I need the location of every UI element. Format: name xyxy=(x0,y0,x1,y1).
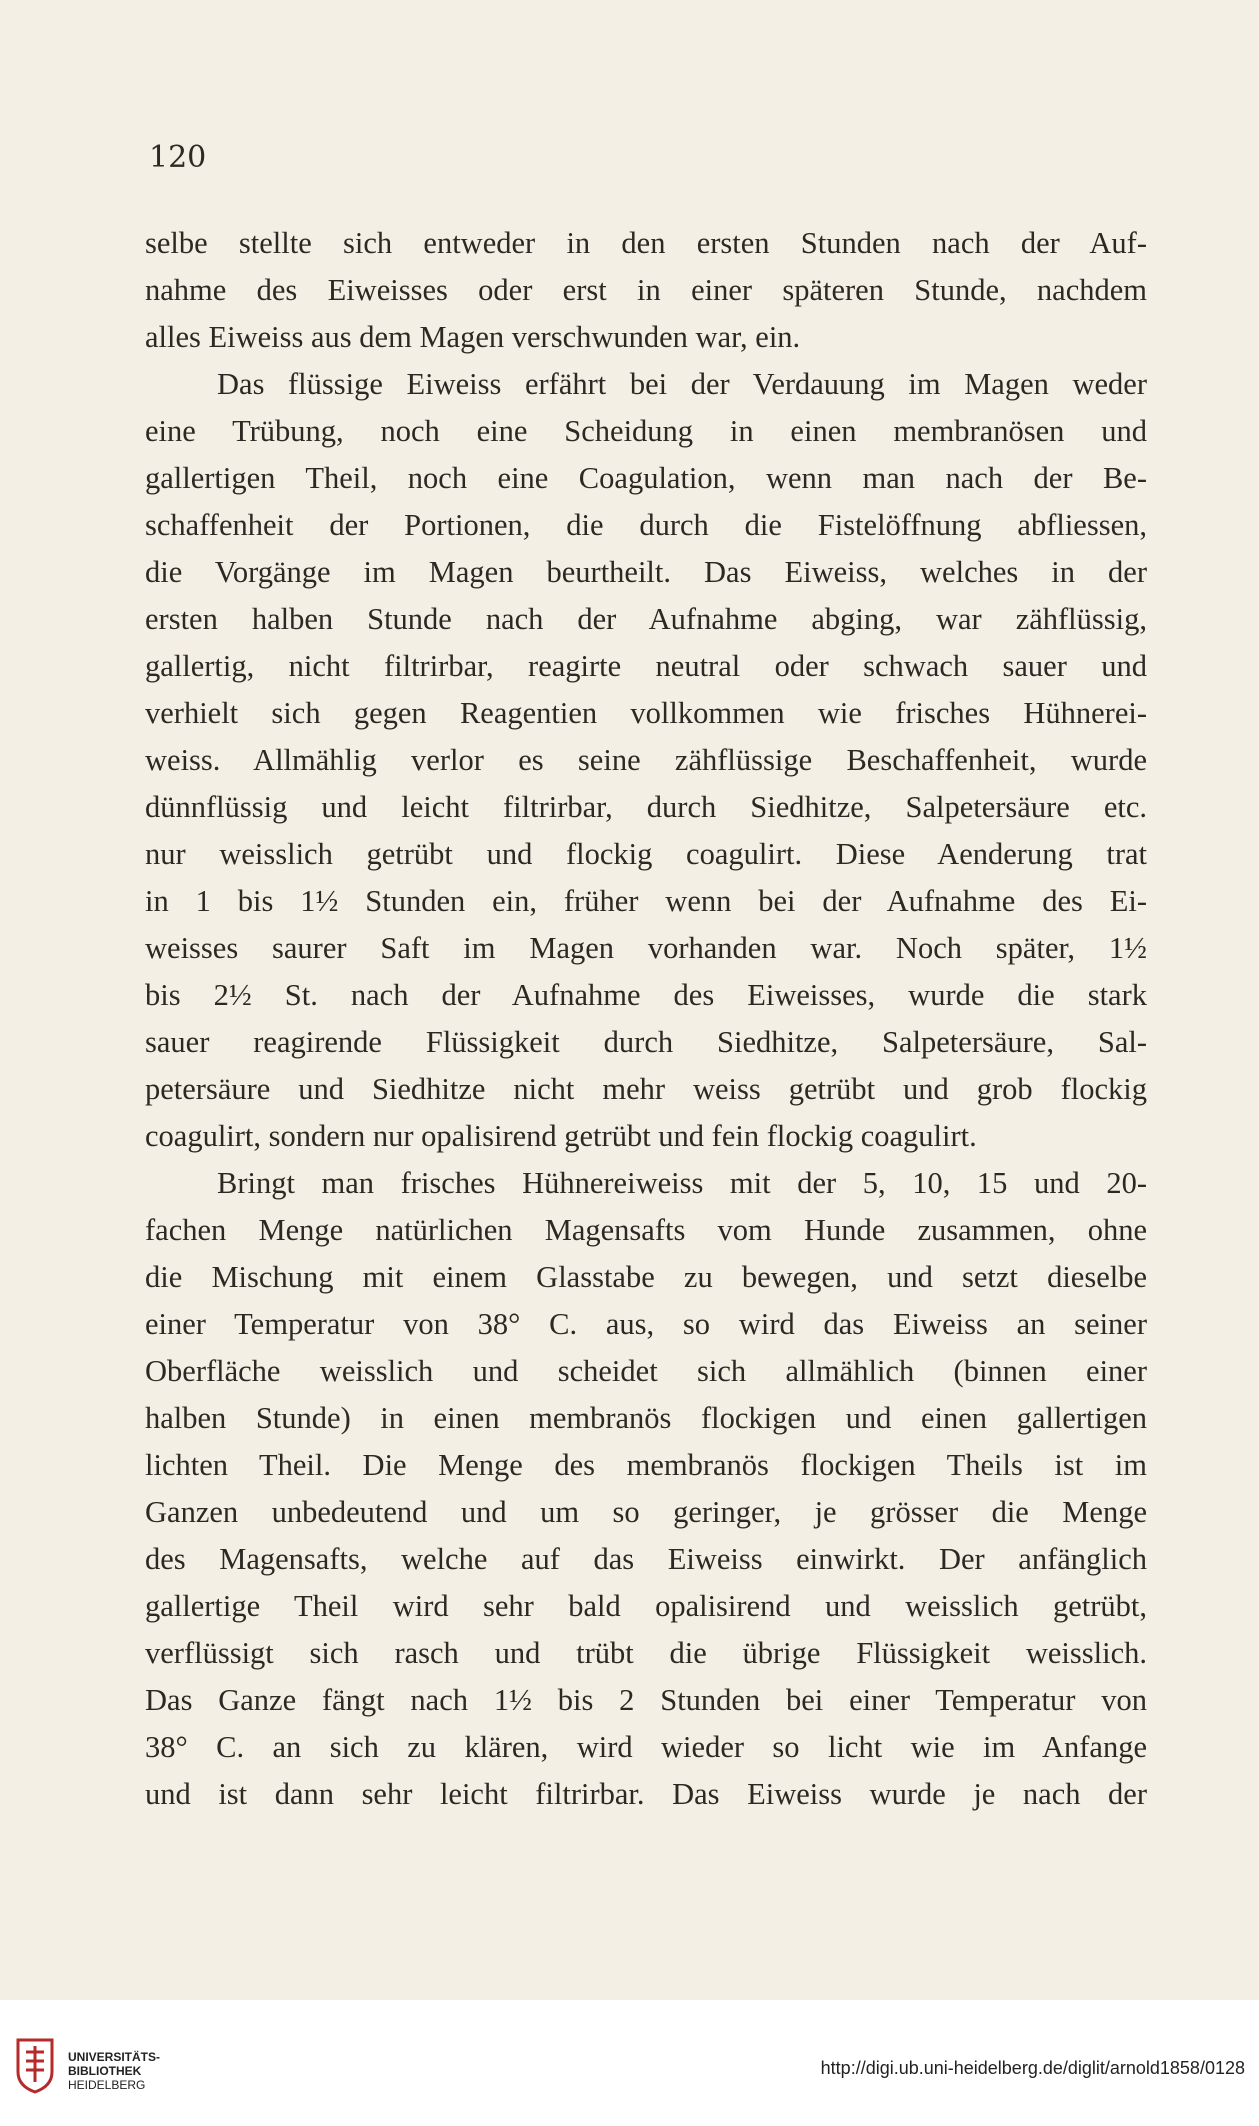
text-line: halben Stunde) in einen membranös flockigen und einen gallertigen xyxy=(145,1401,1147,1435)
text-line: Das Ganze fängt nach 1½ bis 2 Stunden bei einer Temperatur von xyxy=(145,1683,1147,1717)
digitization-footer xyxy=(0,2000,1259,2126)
text-line: fachen Menge natürlichen Magensafts vom Hunde zusammen, ohne xyxy=(145,1213,1147,1247)
text-line: nahme des Eiweisses oder erst in einer späteren Stunde, nachdem xyxy=(145,273,1147,307)
library-name-line: UNIVERSITÄTS- xyxy=(68,2050,161,2064)
source-url-link[interactable]: http://digi.ub.uni-heidelberg.de/diglit/arnold1858/0128 xyxy=(820,2058,1245,2078)
text-line: gallertig, nicht filtrirbar, reagirte neutral oder schwach sauer und xyxy=(145,649,1147,683)
text-line: schaffenheit der Portionen, die durch die Fistelöffnung abfliessen, xyxy=(145,508,1147,542)
body-text xyxy=(145,220,1147,1818)
text-line: und ist dann sehr leicht filtrirbar. Das Eiweiss wurde je nach der xyxy=(145,1777,1147,1811)
text-line: gallertigen Theil, noch eine Coagulation, wenn man nach der Be- xyxy=(145,461,1147,495)
text-line: verflüssigt sich rasch und trübt die übrige Flüssigkeit weisslich. xyxy=(145,1636,1147,1670)
text-line: 38° C. an sich zu klären, wird wieder so licht wie im Anfange xyxy=(145,1730,1147,1764)
text-line: sauer reagirende Flüssigkeit durch Siedhitze, Salpetersäure, Sal- xyxy=(145,1025,1147,1059)
text-line: weiss. Allmählig verlor es seine zähflüssige Beschaffenheit, wurde xyxy=(145,743,1147,777)
text-line: eine Trübung, noch eine Scheidung in einen membranösen und xyxy=(145,414,1147,448)
text-line: Ganzen unbedeutend und um so geringer, je grösser die Menge xyxy=(145,1495,1147,1529)
text-line: alles Eiweiss aus dem Magen verschwunden war, ein. xyxy=(145,320,801,354)
text-line: dünnflüssig und leicht filtrirbar, durch Siedhitze, Salpetersäure etc. xyxy=(145,790,1147,824)
text-line: Das flüssige Eiweiss erfährt bei der Verdauung im Magen weder xyxy=(217,367,1147,401)
university-seal-icon xyxy=(14,2036,56,2096)
text-line: ersten halben Stunde nach der Aufnahme abging, war zähflüssig, xyxy=(145,602,1147,636)
text-line: petersäure und Siedhitze nicht mehr weiss getrübt und grob flockig xyxy=(145,1072,1147,1106)
text-line: Bringt man frisches Hühnereiweiss mit der 5, 10, 15 und 20- xyxy=(217,1166,1147,1200)
text-line: nur weisslich getrübt und flockig coagulirt. Diese Aenderung trat xyxy=(145,837,1147,871)
text-line: verhielt sich gegen Reagentien vollkommen wie frisches Hühnerei- xyxy=(145,696,1147,730)
text-line: selbe stellte sich entweder in den ersten Stunden nach der Auf- xyxy=(145,226,1147,260)
text-line: lichten Theil. Die Menge des membranös flockigen Theils ist im xyxy=(145,1448,1147,1482)
text-line: die Vorgänge im Magen beurtheilt. Das Eiweiss, welches in der xyxy=(145,555,1147,589)
text-line: bis 2½ St. nach der Aufnahme des Eiweisses, wurde die stark xyxy=(145,978,1147,1012)
text-line: des Magensafts, welche auf das Eiweiss einwirkt. Der anfänglich xyxy=(145,1542,1147,1576)
library-name-line: BIBLIOTHEK xyxy=(68,2064,142,2078)
text-line: weisses saurer Saft im Magen vorhanden war. Noch später, 1½ xyxy=(145,931,1147,965)
library-name xyxy=(68,2050,160,2092)
text-line: in 1 bis 1½ Stunden ein, früher wenn bei der Aufnahme des Ei- xyxy=(145,884,1147,918)
library-name-line: HEIDELBERG xyxy=(68,2078,146,2092)
text-line: gallertige Theil wird sehr bald opalisirend und weisslich getrübt, xyxy=(145,1589,1147,1623)
text-line: coagulirt, sondern nur opalisirend getrübt und fein flockig coagulirt. xyxy=(145,1119,977,1153)
text-line: die Mischung mit einem Glasstabe zu bewegen, und setzt dieselbe xyxy=(145,1260,1147,1294)
page-number: 120 xyxy=(149,140,207,175)
text-line: einer Temperatur von 38° C. aus, so wird das Eiweiss an seiner xyxy=(145,1307,1147,1341)
text-line: Oberfläche weisslich und scheidet sich allmählich (binnen einer xyxy=(145,1354,1147,1388)
